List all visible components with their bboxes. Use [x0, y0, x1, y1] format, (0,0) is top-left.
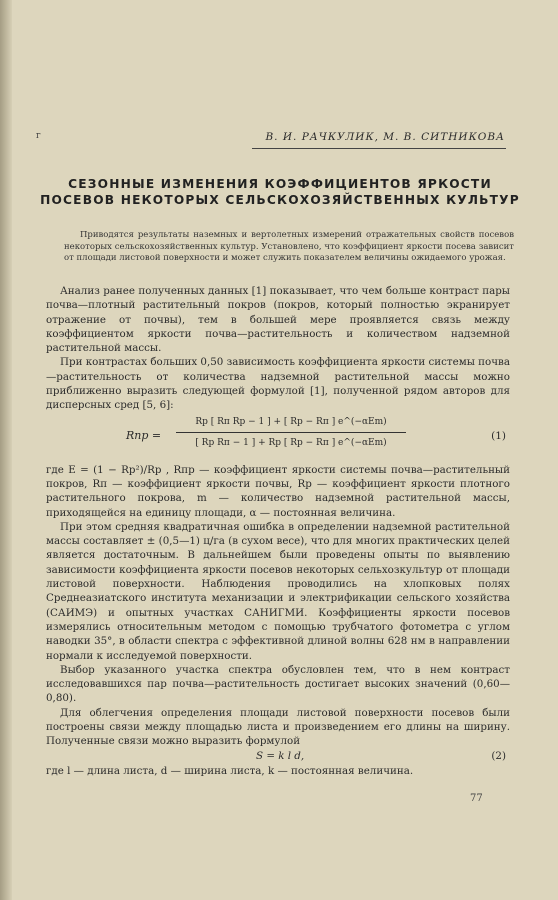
formula-1-numerator: Rp [ Rп Rp − 1 ] + [ Rp − Rп ] e^(−αEm): [176, 415, 406, 433]
formula-2: [46, 749, 510, 764]
running-head-authors: В. И. РАЧКУЛИК, М. В. СИТНИКОВА: [265, 131, 505, 143]
formula-1-denominator: [ Rp Rп − 1 ] + Rp [ Rp − Rп ] e^(−αEm): [195, 437, 387, 448]
formula-1-lhs: Rпр =: [126, 428, 162, 442]
paragraph-7: где l — длина листа, d — ширина листа, k — постоянная величина.: [46, 764, 414, 777]
header-rule: [252, 148, 506, 149]
formula-2-expression: S = k l d,: [256, 749, 305, 762]
article-title-line-1: СЕЗОННЫЕ ИЗМЕНЕНИЯ КОЭФФИЦИЕНТОВ ЯРКОСТИ: [68, 177, 492, 191]
abstract-text: Приводятся результаты наземных и вертолетных измерений отражательных свойств посевов некоторых сельскохозяйственных культур. Установлено, что коэффициент яркости посева зависит от площади листовой поверхности и может служить показателем величины ожидаемого урожая.: [64, 230, 514, 264]
paragraph-1: Анализ ранее полученных данных [1] показывает, что чем больше контраст пары почва—плотный растительный покров (покров, который полностью экранирует отражение от почвы), тем в большей мере проявляется связь между коэффициентом яркости почва—растительность и количеством надземной растительной массы.: [46, 285, 510, 355]
corner-mark: г: [36, 131, 41, 141]
paragraph-6: Для облегчения определения площади листовой поверхности посевов были построены связи между площадью листа и произведением его длины на ширину. Полученные связи можно выразить формулой: [46, 706, 510, 748]
formula-1-number: (1): [491, 429, 506, 442]
paragraph-3: где E = (1 − Rp²)/Rp , Rпр — коэффициент яркости системы почва—растительный покров, Rп — коэффициент яркости почвы, Rp — коэффициент яркости плотного растительного покрова, m — количество надземной растительной массы, приходящейся на единицу площади, α — постоянная величина.: [46, 463, 510, 519]
article-body: [46, 284, 510, 778]
paragraph-2: При контрастах больших 0,50 зависимость коэффициента яркости системы почва—растительность от количества надземной растительной массы можно приближенно выразить следующей формулой [1], полученной рядом авторов для дисперсных сред [5, 6]:: [46, 356, 510, 412]
page-number: 77: [470, 793, 483, 804]
formula-1: [46, 415, 510, 459]
formula-2-number: (2): [491, 749, 506, 762]
abstract: [64, 230, 514, 265]
page-binding-shadow: [0, 0, 12, 900]
paragraph-4: При этом средняя квадратичная ошибка в определении надземной растительной массы составляет ± (0,5—1) ц/га (в сухом весе), что для многих практических целей является достаточным. В дальнейшем были проведены опыты по выявлению зависимости коэффициента яркости посевов некоторых сельхозкультур от площади листовой поверхности. Наблюдения проводились на хлопковых полях Среднеазиатского института механизации и электрификации сельского хозяйства (САИМЭ) и опытных участках САНИГМИ. Коэффициенты яркости посевов измерялись относительным методом с помощью трубчатого фотометра с углом наводки 35°, в области спектра с эффективной длиной волны 628 нм в направлении нормали к исследуемой поверхности.: [46, 520, 510, 662]
paragraph-5: Выбор указанного участка спектра обусловлен тем, что в нем контраст исследовавшихся пар почва—растительность достигает высоких значений (0,60—0,80).: [46, 663, 510, 705]
formula-1-fraction: [176, 415, 406, 451]
article-title-line-2: ПОСЕВОВ НЕКОТОРЫХ СЕЛЬСКОХОЗЯЙСТВЕННЫХ КУЛЬТУР: [40, 193, 520, 207]
